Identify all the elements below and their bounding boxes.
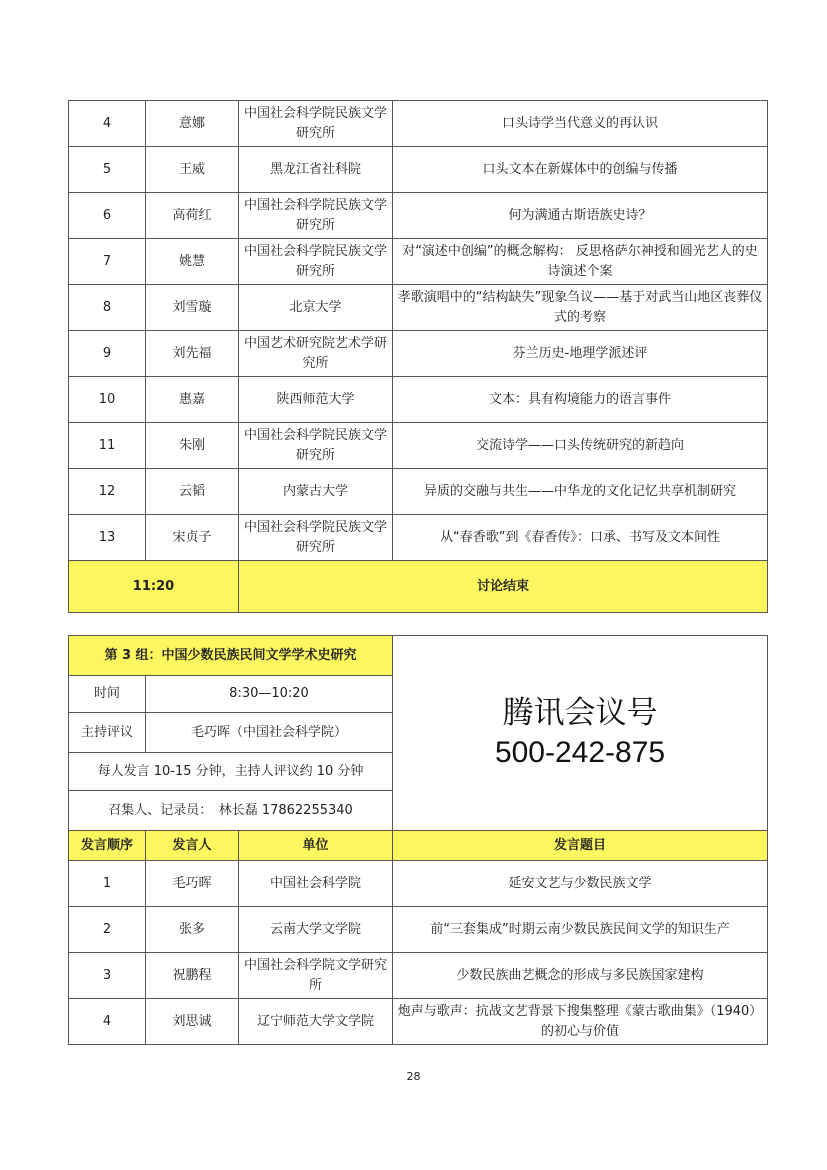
cell-no: 4 bbox=[69, 101, 146, 147]
schedule-table-group2 bbox=[68, 100, 768, 613]
header-no: 发言顺序 bbox=[69, 831, 146, 861]
meeting-number: 500-242-875 bbox=[494, 736, 666, 769]
table-row bbox=[69, 953, 768, 999]
table-row bbox=[69, 147, 768, 193]
cell-topic: 孝歌演唱中的“结构缺失”现象刍议——基于对武当山地区丧葬仪式的考察 bbox=[393, 285, 768, 331]
cell-no: 3 bbox=[69, 953, 146, 999]
cell-speaker: 高荷红 bbox=[146, 193, 239, 239]
cell-topic: 口头文本在新媒体中的创编与传播 bbox=[393, 147, 768, 193]
table-row bbox=[69, 907, 768, 953]
cell-no: 5 bbox=[69, 147, 146, 193]
header-topic: 发言题目 bbox=[393, 831, 768, 861]
cell-speaker: 刘先福 bbox=[146, 331, 239, 377]
cell-no: 10 bbox=[69, 377, 146, 423]
cell-unit: 中国社会科学院民族文学研究所 bbox=[239, 193, 393, 239]
end-label: 讨论结束 bbox=[239, 561, 768, 613]
table-row bbox=[69, 285, 768, 331]
cell-no: 4 bbox=[69, 999, 146, 1045]
cell-unit: 中国社会科学院民族文学研究所 bbox=[239, 423, 393, 469]
group-title: 第 3 组：中国少数民族民间文学学术史研究 bbox=[69, 636, 393, 676]
speaking-rule: 每人发言 10-15 分钟，主持人评议约 10 分钟 bbox=[69, 753, 393, 791]
cell-topic: 炮声与歌声：抗战文艺背景下搜集整理《蒙古歌曲集》（1940）的初心与价值 bbox=[393, 999, 768, 1045]
cell-unit: 中国社会科学院民族文学研究所 bbox=[239, 101, 393, 147]
cell-no: 2 bbox=[69, 907, 146, 953]
cell-topic: 交流诗学——口头传统研究的新趋向 bbox=[393, 423, 768, 469]
cell-speaker: 云韬 bbox=[146, 469, 239, 515]
cell-topic: 从“春香歌”到《春香传》：口承、书写及文本间性 bbox=[393, 515, 768, 561]
table-row bbox=[69, 331, 768, 377]
cell-no: 8 bbox=[69, 285, 146, 331]
cell-no: 13 bbox=[69, 515, 146, 561]
cell-unit: 陕西师范大学 bbox=[239, 377, 393, 423]
cell-topic: 前“三套集成”时期云南少数民族民间文学的知识生产 bbox=[393, 907, 768, 953]
cell-unit: 北京大学 bbox=[239, 285, 393, 331]
table-row bbox=[69, 239, 768, 285]
cell-no: 9 bbox=[69, 331, 146, 377]
cell-no: 1 bbox=[69, 861, 146, 907]
cell-speaker: 朱刚 bbox=[146, 423, 239, 469]
meeting-id-box bbox=[393, 636, 768, 831]
table-row bbox=[69, 193, 768, 239]
cell-unit: 辽宁师范大学文学院 bbox=[239, 999, 393, 1045]
page-number: 28 bbox=[406, 1070, 421, 1083]
host-label: 主持评议 bbox=[69, 713, 146, 753]
cell-no: 11 bbox=[69, 423, 146, 469]
cell-topic: 芬兰历史-地理学派述评 bbox=[393, 331, 768, 377]
header-row bbox=[69, 831, 768, 861]
cell-speaker: 意娜 bbox=[146, 101, 239, 147]
cell-speaker: 刘思诚 bbox=[146, 999, 239, 1045]
host-value: 毛巧晖（中国社会科学院） bbox=[146, 713, 393, 753]
cell-topic: 口头诗学当代意义的再认识 bbox=[393, 101, 768, 147]
cell-speaker: 张多 bbox=[146, 907, 239, 953]
header-unit: 单位 bbox=[239, 831, 393, 861]
end-time: 11:20 bbox=[69, 561, 239, 613]
cell-topic: 少数民族曲艺概念的形成与多民族国家建构 bbox=[393, 953, 768, 999]
cell-unit: 黑龙江省社科院 bbox=[239, 147, 393, 193]
table-row bbox=[69, 469, 768, 515]
table-row bbox=[69, 423, 768, 469]
cell-no: 6 bbox=[69, 193, 146, 239]
time-value: 8:30—10:20 bbox=[146, 676, 393, 713]
table-row bbox=[69, 377, 768, 423]
cell-unit: 中国艺术研究院艺术学研究所 bbox=[239, 331, 393, 377]
meeting-label: 腾讯会议号 bbox=[502, 695, 658, 730]
cell-unit: 中国社会科学院民族文学研究所 bbox=[239, 239, 393, 285]
cell-topic: 对“演述中创编”的概念解构： 反思格萨尔神授和圆光艺人的史诗演述个案 bbox=[393, 239, 768, 285]
header-speaker: 发言人 bbox=[146, 831, 239, 861]
table-row bbox=[69, 999, 768, 1045]
cell-no: 7 bbox=[69, 239, 146, 285]
group-title-row bbox=[69, 636, 768, 676]
schedule-table-group3 bbox=[68, 635, 768, 1045]
cell-unit: 中国社会科学院文学研究所 bbox=[239, 953, 393, 999]
cell-speaker: 宋贞子 bbox=[146, 515, 239, 561]
cell-speaker: 王威 bbox=[146, 147, 239, 193]
time-label: 时间 bbox=[69, 676, 146, 713]
cell-speaker: 毛巧晖 bbox=[146, 861, 239, 907]
cell-unit: 云南大学文学院 bbox=[239, 907, 393, 953]
cell-speaker: 惠嘉 bbox=[146, 377, 239, 423]
convener: 召集人、记录员： 林长磊 17862255340 bbox=[69, 791, 393, 831]
table-row bbox=[69, 515, 768, 561]
cell-speaker: 刘雪璇 bbox=[146, 285, 239, 331]
cell-topic: 文本：具有构境能力的语言事件 bbox=[393, 377, 768, 423]
cell-topic: 异质的交融与共生——中华龙的文化记忆共享机制研究 bbox=[393, 469, 768, 515]
table-row bbox=[69, 861, 768, 907]
cell-no: 12 bbox=[69, 469, 146, 515]
cell-unit: 中国社会科学院 bbox=[239, 861, 393, 907]
cell-topic: 何为满通古斯语族史诗？ bbox=[393, 193, 768, 239]
cell-topic: 延安文艺与少数民族文学 bbox=[393, 861, 768, 907]
cell-unit: 内蒙古大学 bbox=[239, 469, 393, 515]
end-row bbox=[69, 561, 768, 613]
cell-speaker: 姚慧 bbox=[146, 239, 239, 285]
table-row bbox=[69, 101, 768, 147]
cell-unit: 中国社会科学院民族文学研究所 bbox=[239, 515, 393, 561]
cell-speaker: 祝鹏程 bbox=[146, 953, 239, 999]
